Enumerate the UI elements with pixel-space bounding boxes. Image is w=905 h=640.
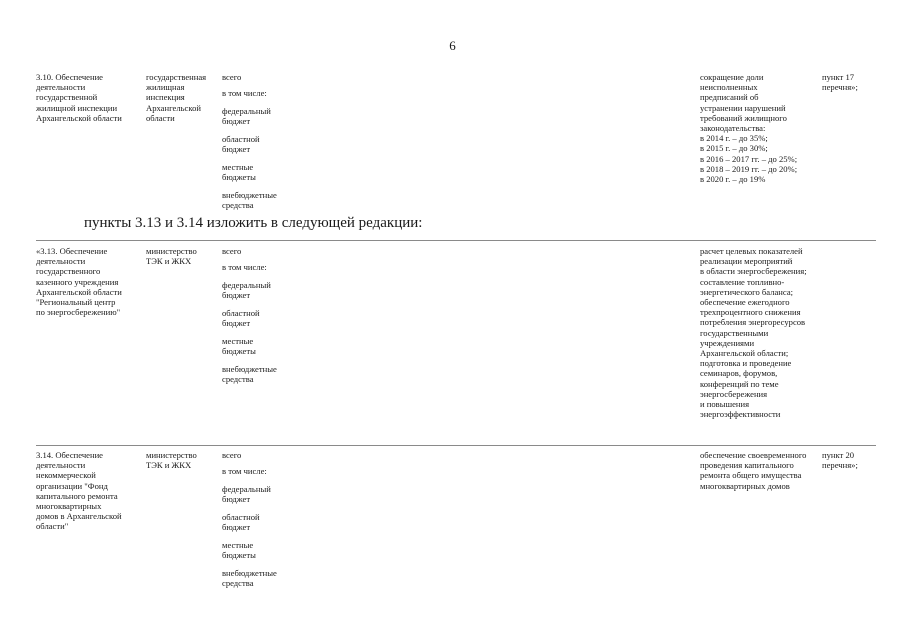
- row-label-federal: федеральный бюджет: [222, 106, 271, 127]
- row-label-total: всего: [222, 72, 242, 82]
- row-label-offbudget: внебюджетные средства: [222, 190, 277, 211]
- list-reference: пункт 20 перечня»;: [822, 450, 858, 471]
- executor: министерство ТЭК и ЖКХ: [146, 246, 197, 267]
- row-label-local: местные бюджеты: [222, 540, 256, 561]
- row-label-local: местные бюджеты: [222, 162, 256, 183]
- row-label-regional: областной бюджет: [222, 134, 260, 155]
- row-label-offbudget: внебюджетные средства: [222, 364, 277, 385]
- row-label-total: всего: [222, 246, 242, 256]
- expected-result: обеспечение своевременного проведения капитального ремонта общего имущества многоквартирных домов: [700, 450, 807, 491]
- list-reference: пункт 17 перечня»;: [822, 72, 858, 93]
- page-number: 6: [449, 38, 456, 53]
- row-label-including: в том числе:: [222, 262, 267, 272]
- executor: министерство ТЭК и ЖКХ: [146, 450, 197, 471]
- section-heading: пункты 3.13 и 3.14 изложить в следующей редакции:: [84, 215, 423, 231]
- expected-result: расчет целевых показателей реализации мероприятий в области энергосбережения; составление топливно- энергетического баланса; обеспечение ежегодного трехпроцентного снижения потребления энергоресурсов государственными учреждениями Архангельской области; подготовка и проведение семинаров, форумов, конференций по теме энергосбережения и повышения энергоэффективности: [700, 246, 807, 420]
- row-label-regional: областной бюджет: [222, 512, 260, 533]
- executor: государственная жилищная инспекция Архангельской области: [146, 72, 207, 123]
- row-label-local: местные бюджеты: [222, 336, 256, 357]
- row-label-including: в том числе:: [222, 88, 267, 98]
- measure-title: «3.13. Обеспечение деятельности государственного казенного учреждения Архангельской области "Региональный центр по энергосбережению": [36, 246, 122, 318]
- row-label-offbudget: внебюджетные средства: [222, 568, 277, 589]
- row-label-federal: федеральный бюджет: [222, 280, 271, 301]
- measure-title: 3.14. Обеспечение деятельности некоммерческой организации "Фонд капитального ремонта многоквартирных домов в Архангельской области": [36, 450, 122, 532]
- measure-title: 3.10. Обеспечение деятельности государственной жилищной инспекции Архангельской области: [36, 72, 122, 123]
- row-label-total: всего: [222, 450, 242, 460]
- rule-3-13-top: [36, 240, 876, 241]
- row-label-including: в том числе:: [222, 466, 267, 476]
- rule-3-14-top: [36, 445, 876, 446]
- expected-result: сокращение доли неисполненных предписаний об устранении нарушений требований жилищного законодательства: в 2014 г. – до 35%; в 2015 г. – до 30%; в 2016 – 2017 гг. – до 25%; в 2018 – 2019 гг. – до 20%; в 2020 г. – до 19%: [700, 72, 798, 185]
- row-label-federal: федеральный бюджет: [222, 484, 271, 505]
- row-label-regional: областной бюджет: [222, 308, 260, 329]
